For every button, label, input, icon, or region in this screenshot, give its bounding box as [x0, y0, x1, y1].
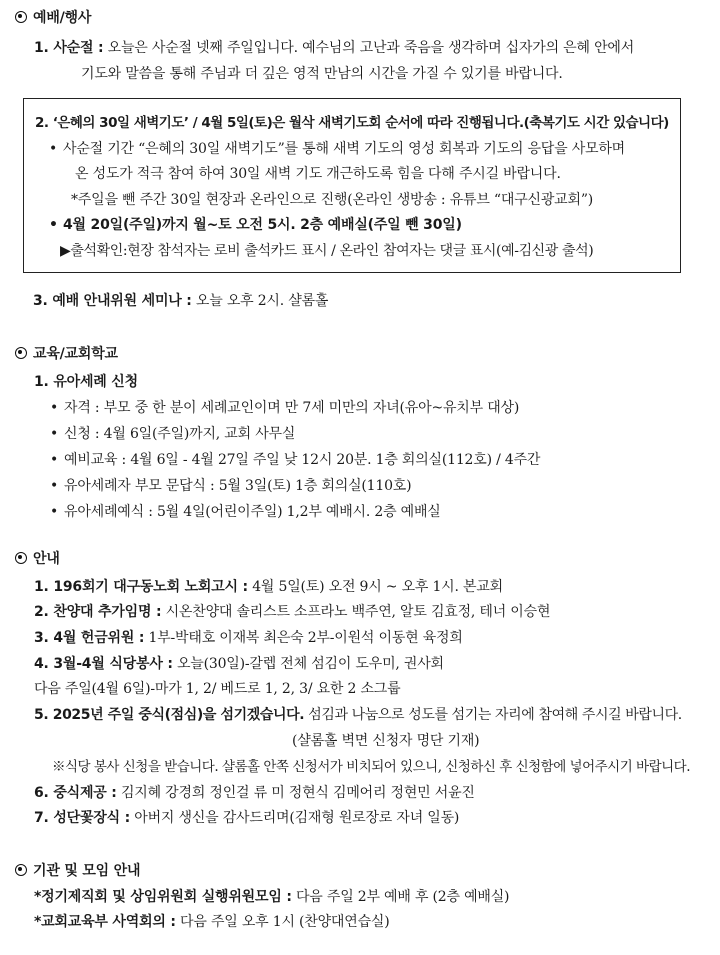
bullet-icon: • — [50, 452, 59, 468]
bullet-icon: • — [50, 478, 59, 494]
dawn-prayer-bullet-1-line2: 온 성도가 적극 참여 하여 30일 새벽 기도 개근하도록 힘을 다해 주시길 바랍니다. — [75, 166, 561, 182]
usher-seminar-item — [33, 292, 328, 310]
offering-committee-item: 3. 4월 헌금위원 : 1부-박태호 이재복 최은숙 2부-이원석 이동현 육정희 — [34, 630, 463, 646]
bullseye-icon — [15, 347, 27, 359]
lunch-service-item: 5. 2025년 주일 중식(점심)을 섬기겠습니다. 섬김과 나눔으로 성도를 섬기는 자리에 참여해 주시길 바랍니다. — [34, 707, 682, 723]
dawn-prayer-note: *주일을 뺀 주간 30일 현장과 온라인으로 진행(온라인 생방송 : 유튜브 “대구신광교회”) — [71, 192, 594, 208]
dawn-prayer-bullet-1: • 사순절 기간 “은혜의 30일 새벽기도”를 통해 새벽 기도의 영성 회복과 기도의 응답을 사모하며 — [49, 141, 625, 157]
bullseye-icon — [15, 11, 27, 23]
kitchen-service-line2: 다음 주일(4월 6일)-마가 1, 2/ 베드로 1, 2, 3/ 요한 2 소그룹 — [34, 681, 401, 697]
list-item: • 신청 : 4월 6일(주일)까지, 교회 사무실 — [50, 426, 296, 442]
deacons-meeting-item: *정기제직회 및 상임위원회 실행위원모임 : 다음 주일 2부 예배 후 (2층 예배실) — [34, 889, 510, 905]
lent-item-heading: 1. 사순절 : — [34, 40, 104, 56]
dawn-prayer-heading: 2. ‘은혜의 30일 새벽기도’ / 4월 5일(토)은 월삭 새벽기도회 순서에 따라 진행됩니다.(축복기도 시간 있습니다) — [35, 115, 669, 131]
section-orgs-title: 기관 및 모임 안내 — [15, 862, 140, 880]
bullet-icon: • — [50, 400, 59, 416]
presbytery-exam-item: 1. 196회기 대구동노회 노회고시 : 4월 5일(토) 오전 9시 ~ 오후 1시. 본교회 — [34, 579, 503, 595]
infant-baptism-heading: 1. 유아세례 신청 — [34, 374, 138, 390]
bullseye-icon — [15, 864, 27, 876]
section-notice-title: 안내 — [15, 550, 60, 568]
list-item: • 유아세례예식 : 5월 4일(어린이주일) 1,2부 예배시. 2층 예배실 — [50, 504, 441, 520]
bullseye-icon — [15, 552, 27, 564]
bullet-icon: • — [49, 141, 58, 157]
usher-seminar-text: 오늘 오후 2시. 샬롬홀 — [191, 293, 329, 309]
bullet-icon: • — [49, 217, 58, 233]
altar-flowers-item: 7. 성단꽃장식 : 아버지 생신을 감사드리며(김재형 원로장로 자녀 일동) — [34, 810, 460, 826]
choir-appointment-item: 2. 찬양대 추가임명 : 시온찬양대 솔리스트 소프라노 백주연, 알토 김효정, 테너 이승현 — [34, 604, 551, 620]
lunch-service-note: ※식당 봉사 신청을 받습니다. 샬롬홀 안쪽 신청서가 비치되어 있으니, 신청하신 후 신청함에 넣어주시기 바랍니다. — [52, 759, 691, 775]
lunch-service-line2: (샬롬홀 벽면 신청자 명단 기재) — [292, 733, 480, 749]
education-meeting-item: *교회교육부 사역회의 : 다음 주일 오후 1시 (찬양대연습실) — [34, 914, 390, 930]
bullet-icon: • — [50, 504, 59, 520]
attendance-check: ▶출석확인:현장 참석자는 로비 출석카드 표시 / 온라인 참여자는 댓글 표시(예-김신광 출석) — [60, 243, 594, 259]
list-item: • 유아세례자 부모 문답식 : 5월 3일(토) 1층 회의실(110호) — [50, 478, 412, 494]
lent-item — [34, 39, 634, 57]
list-item: • 자격 : 부모 중 한 분이 세례교인이며 만 7세 미만의 자녀(유아~유치부 대상) — [50, 400, 520, 416]
section-education-title: 교육/교회학교 — [15, 345, 118, 363]
dawn-prayer-bullet-2: • 4월 20일(주일)까지 월~토 오전 5시. 2층 예배실(주일 뺀 30일) — [49, 217, 462, 233]
usher-seminar-heading: 3. 예배 안내위원 세미나 : — [33, 293, 192, 309]
kitchen-service-item: 4. 3월-4월 식당봉사 : 오늘(30일)-갈렙 전체 섬김이 도우미, 권사회 — [34, 656, 444, 672]
lunch-providers-item: 6. 중식제공 : 김지혜 강경희 정인걸 류 미 정현식 김메어리 정현민 서윤진 — [34, 785, 475, 801]
bullet-icon: • — [50, 426, 59, 442]
section-worship-title: 예배/행사 — [15, 9, 91, 27]
lent-item-line2: 기도와 말씀을 통해 주님과 더 깊은 영적 만남의 시간을 가질 수 있기를 바랍니다. — [81, 66, 563, 82]
lent-item-text: 오늘은 사순절 넷째 주일입니다. 예수님의 고난과 죽음을 생각하며 십자가의 은혜 안에서 — [103, 40, 635, 56]
list-item: • 예비교육 : 4월 6일 - 4월 27일 주일 낮 12시 20분. 1층 회의실(112호) / 4주간 — [50, 452, 541, 468]
